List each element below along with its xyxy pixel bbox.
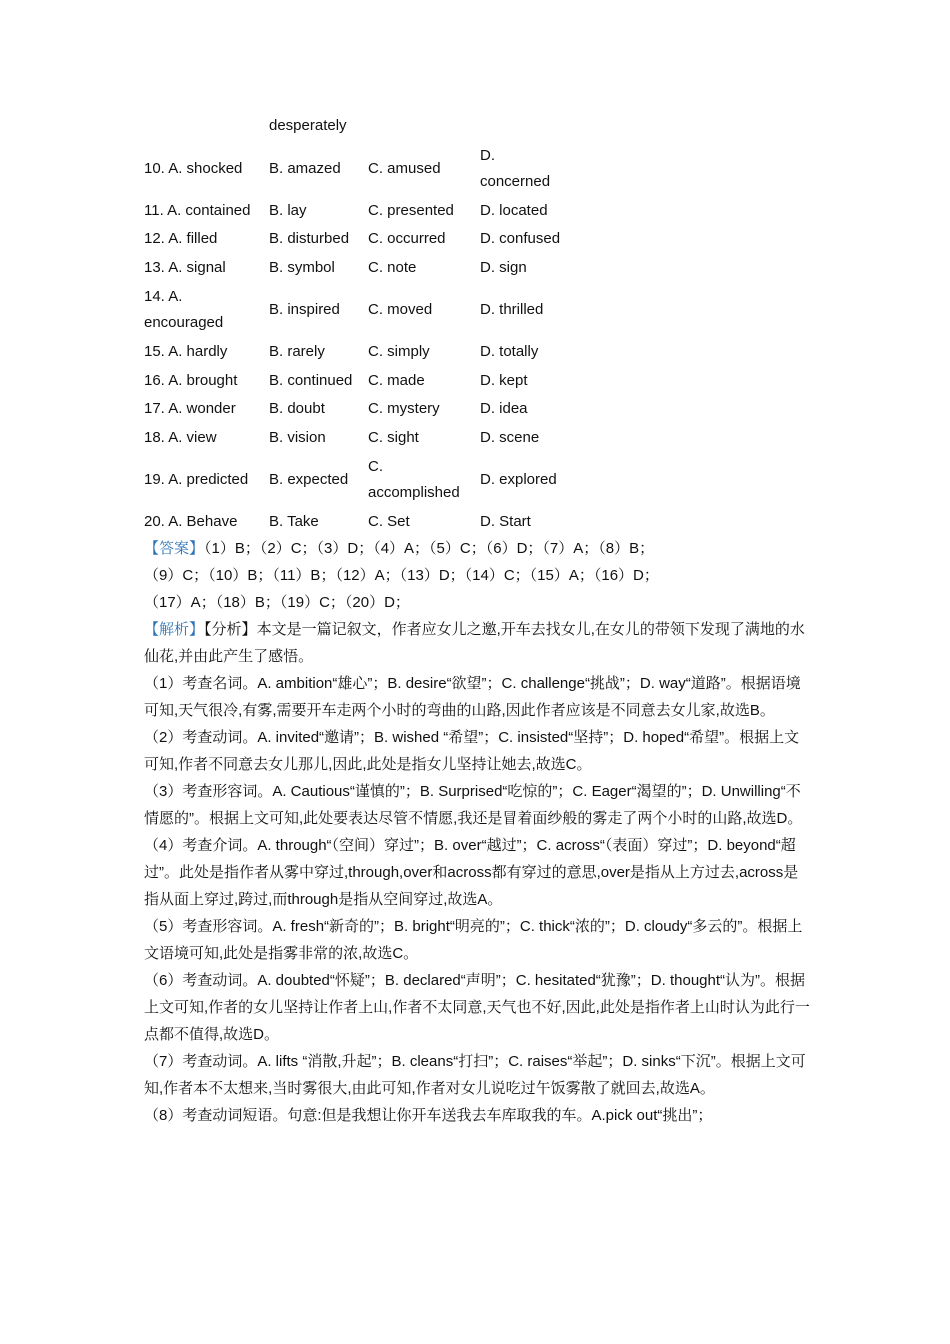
answer-line-3: （17）A；（18）B；（19）C；（20）D； (144, 594, 410, 611)
option-row (144, 254, 590, 283)
option-row (144, 225, 590, 254)
option-d: D. Start (480, 513, 531, 531)
option-c: C. occurred (368, 230, 446, 248)
answer-line-1: 【答案】（1）B；（2）C；（3）D；（4）A；（5）C；（6）D；（7）A；（8）B； (144, 540, 655, 557)
analysis-section (144, 616, 810, 1129)
analysis-tag: 【解析】 (144, 621, 205, 638)
answer-line-2: （9）C；（10）B；（11）B；（12）A；（13）D；（14）C；（15）A；（16）D； (144, 567, 659, 584)
option-c: C. presented (368, 201, 454, 219)
analysis-item: （5）考查形容词。A. fresh“新奇的”；B. bright“明亮的”；C. thick“浓的”；D. cloudy“多云的”。根据上文语境可知,此处是指雾非常的浓,故选C。 (144, 918, 803, 962)
option-row (144, 112, 590, 141)
option-d: D. totally (480, 343, 539, 361)
option-d: D. confused (480, 230, 561, 248)
option-d: D. concerned (480, 146, 551, 190)
analysis-item: （1）考查名词。A. ambition“雄心”；B. desire“欲望”；C. challenge“挑战”；D. way“道路”。根据语境可知,天气很冷,有雾,需要开车走两个小时的弯曲的山路,因此作者应该是不同意去女儿家,故选B。 (144, 675, 801, 719)
option-b: B. disturbed (269, 230, 350, 248)
option-b: B. vision (269, 428, 326, 446)
option-d: D. idea (480, 400, 528, 418)
option-a: 16. A. brought (144, 371, 238, 389)
option-c: C. moved (368, 301, 433, 318)
option-d: D. located (480, 201, 548, 219)
option-row (144, 395, 590, 424)
option-d: D. sign (480, 258, 527, 276)
option-c: C. accomplished (368, 458, 460, 501)
analysis-item: （8）考查动词短语。句意:但是我想让你开车送我去车库取我的车。A.pick out“挑出”； (144, 1107, 713, 1124)
option-a: 19. A. predicted (144, 471, 249, 488)
analysis-item: （4）考查介词。A. through“（空间）穿过”；B. over“越过”；C. across“（表面）穿过”；D. beyond“超过”。此处是指作者从雾中穿过,through,over和across都有穿过的意思,over是指从上方过去,across是指从面上穿过,跨过,而through是指从空间穿过,故选A。 (144, 837, 799, 908)
analysis-item: （3）考查形容词。A. Cautious“谨慎的”；B. Surprised“吃惊的”；C. Eager“渴望的”；D. Unwilling“不情愿的”。根据上文可知,此处要表达尽管不情愿,我还是冒着面纱般的雾走了两个小时的山路,故选D。 (144, 783, 803, 827)
option-a: 10. A. shocked (144, 159, 243, 177)
option-row (144, 452, 590, 508)
option-a: 11. A. contained (144, 201, 251, 219)
option-b: B. expected (269, 471, 349, 488)
option-d: D. kept (480, 371, 528, 389)
option-d: D. thrilled (480, 301, 544, 318)
option-b: B. Take (269, 513, 319, 531)
option-a: 20. A. Behave (144, 513, 238, 531)
option-row (144, 508, 590, 537)
option-a: 15. A. hardly (144, 343, 228, 361)
option-c: C. simply (368, 343, 430, 361)
option-c: C. made (368, 371, 425, 389)
analysis-intro: 【解析】【分析】本文是一篇记叙文，作者应女儿之邀,开车去找女儿,在女儿的带领下发现了满地的水仙花,并由此产生了感悟。 (144, 621, 805, 665)
option-c: C. note (368, 258, 417, 276)
option-row (144, 424, 590, 453)
analysis-item: （6）考查动词。A. doubted“怀疑”；B. declared“声明”；C. hesitated“犹豫”；D. thought“认为”。根据上文可知,作者的女儿坚持让作者上山,作者不太同意,天气也不好,因此,此处是指作者上山时认为此行一点都不值得,故选D。 (144, 972, 810, 1043)
option-a: 18. A. view (144, 428, 217, 446)
analysis-items (144, 670, 810, 1129)
option-d: D. scene (480, 428, 540, 446)
option-b: B. continued (269, 371, 353, 389)
option-a: 14. A. encouraged (144, 288, 224, 331)
option-b: B. rarely (269, 343, 325, 361)
option-c: C. Set (368, 513, 410, 531)
analysis-item: （2）考查动词。A. invited“邀请”；B. wished “希望”；C. insisted“坚持”；D. hoped“希望”。根据上文可知,作者不同意去女儿那儿,因此,此处是指女儿坚持让她去,故选C。 (144, 729, 800, 773)
option-c (368, 112, 480, 141)
option-c: C. amused (368, 159, 441, 177)
analysis-item: （7）考查动词。A. lifts “消散,升起”；B. cleans“打扫”；C. raises“举起”；D. sinks“下沉”。根据上文可知,作者本不太想来,当时雾很大,由此可知,作者对女儿说吃过午饭雾散了就回去,故选A。 (144, 1053, 806, 1097)
option-a: 12. A. filled (144, 230, 218, 248)
option-d: D. explored (480, 471, 557, 488)
option-row (144, 197, 590, 226)
option-row (144, 141, 590, 197)
option-row (144, 282, 590, 338)
option-a (144, 112, 269, 141)
option-a: 17. A. wonder (144, 400, 236, 418)
answer-section (144, 535, 810, 616)
option-d (480, 112, 590, 141)
answer-tag: 【答案】 (144, 540, 205, 557)
option-row (144, 338, 590, 367)
option-b: B. amazed (269, 159, 341, 177)
option-b: B. lay (269, 201, 307, 219)
option-row (144, 367, 590, 396)
option-b: B. inspired (269, 301, 340, 318)
option-c: C. sight (368, 428, 419, 446)
option-c: C. mystery (368, 400, 440, 418)
option-b: desperately (269, 117, 347, 135)
option-b: B. doubt (269, 400, 325, 418)
option-b: B. symbol (269, 258, 335, 276)
option-a: 13. A. signal (144, 258, 226, 276)
options-table (144, 112, 590, 537)
